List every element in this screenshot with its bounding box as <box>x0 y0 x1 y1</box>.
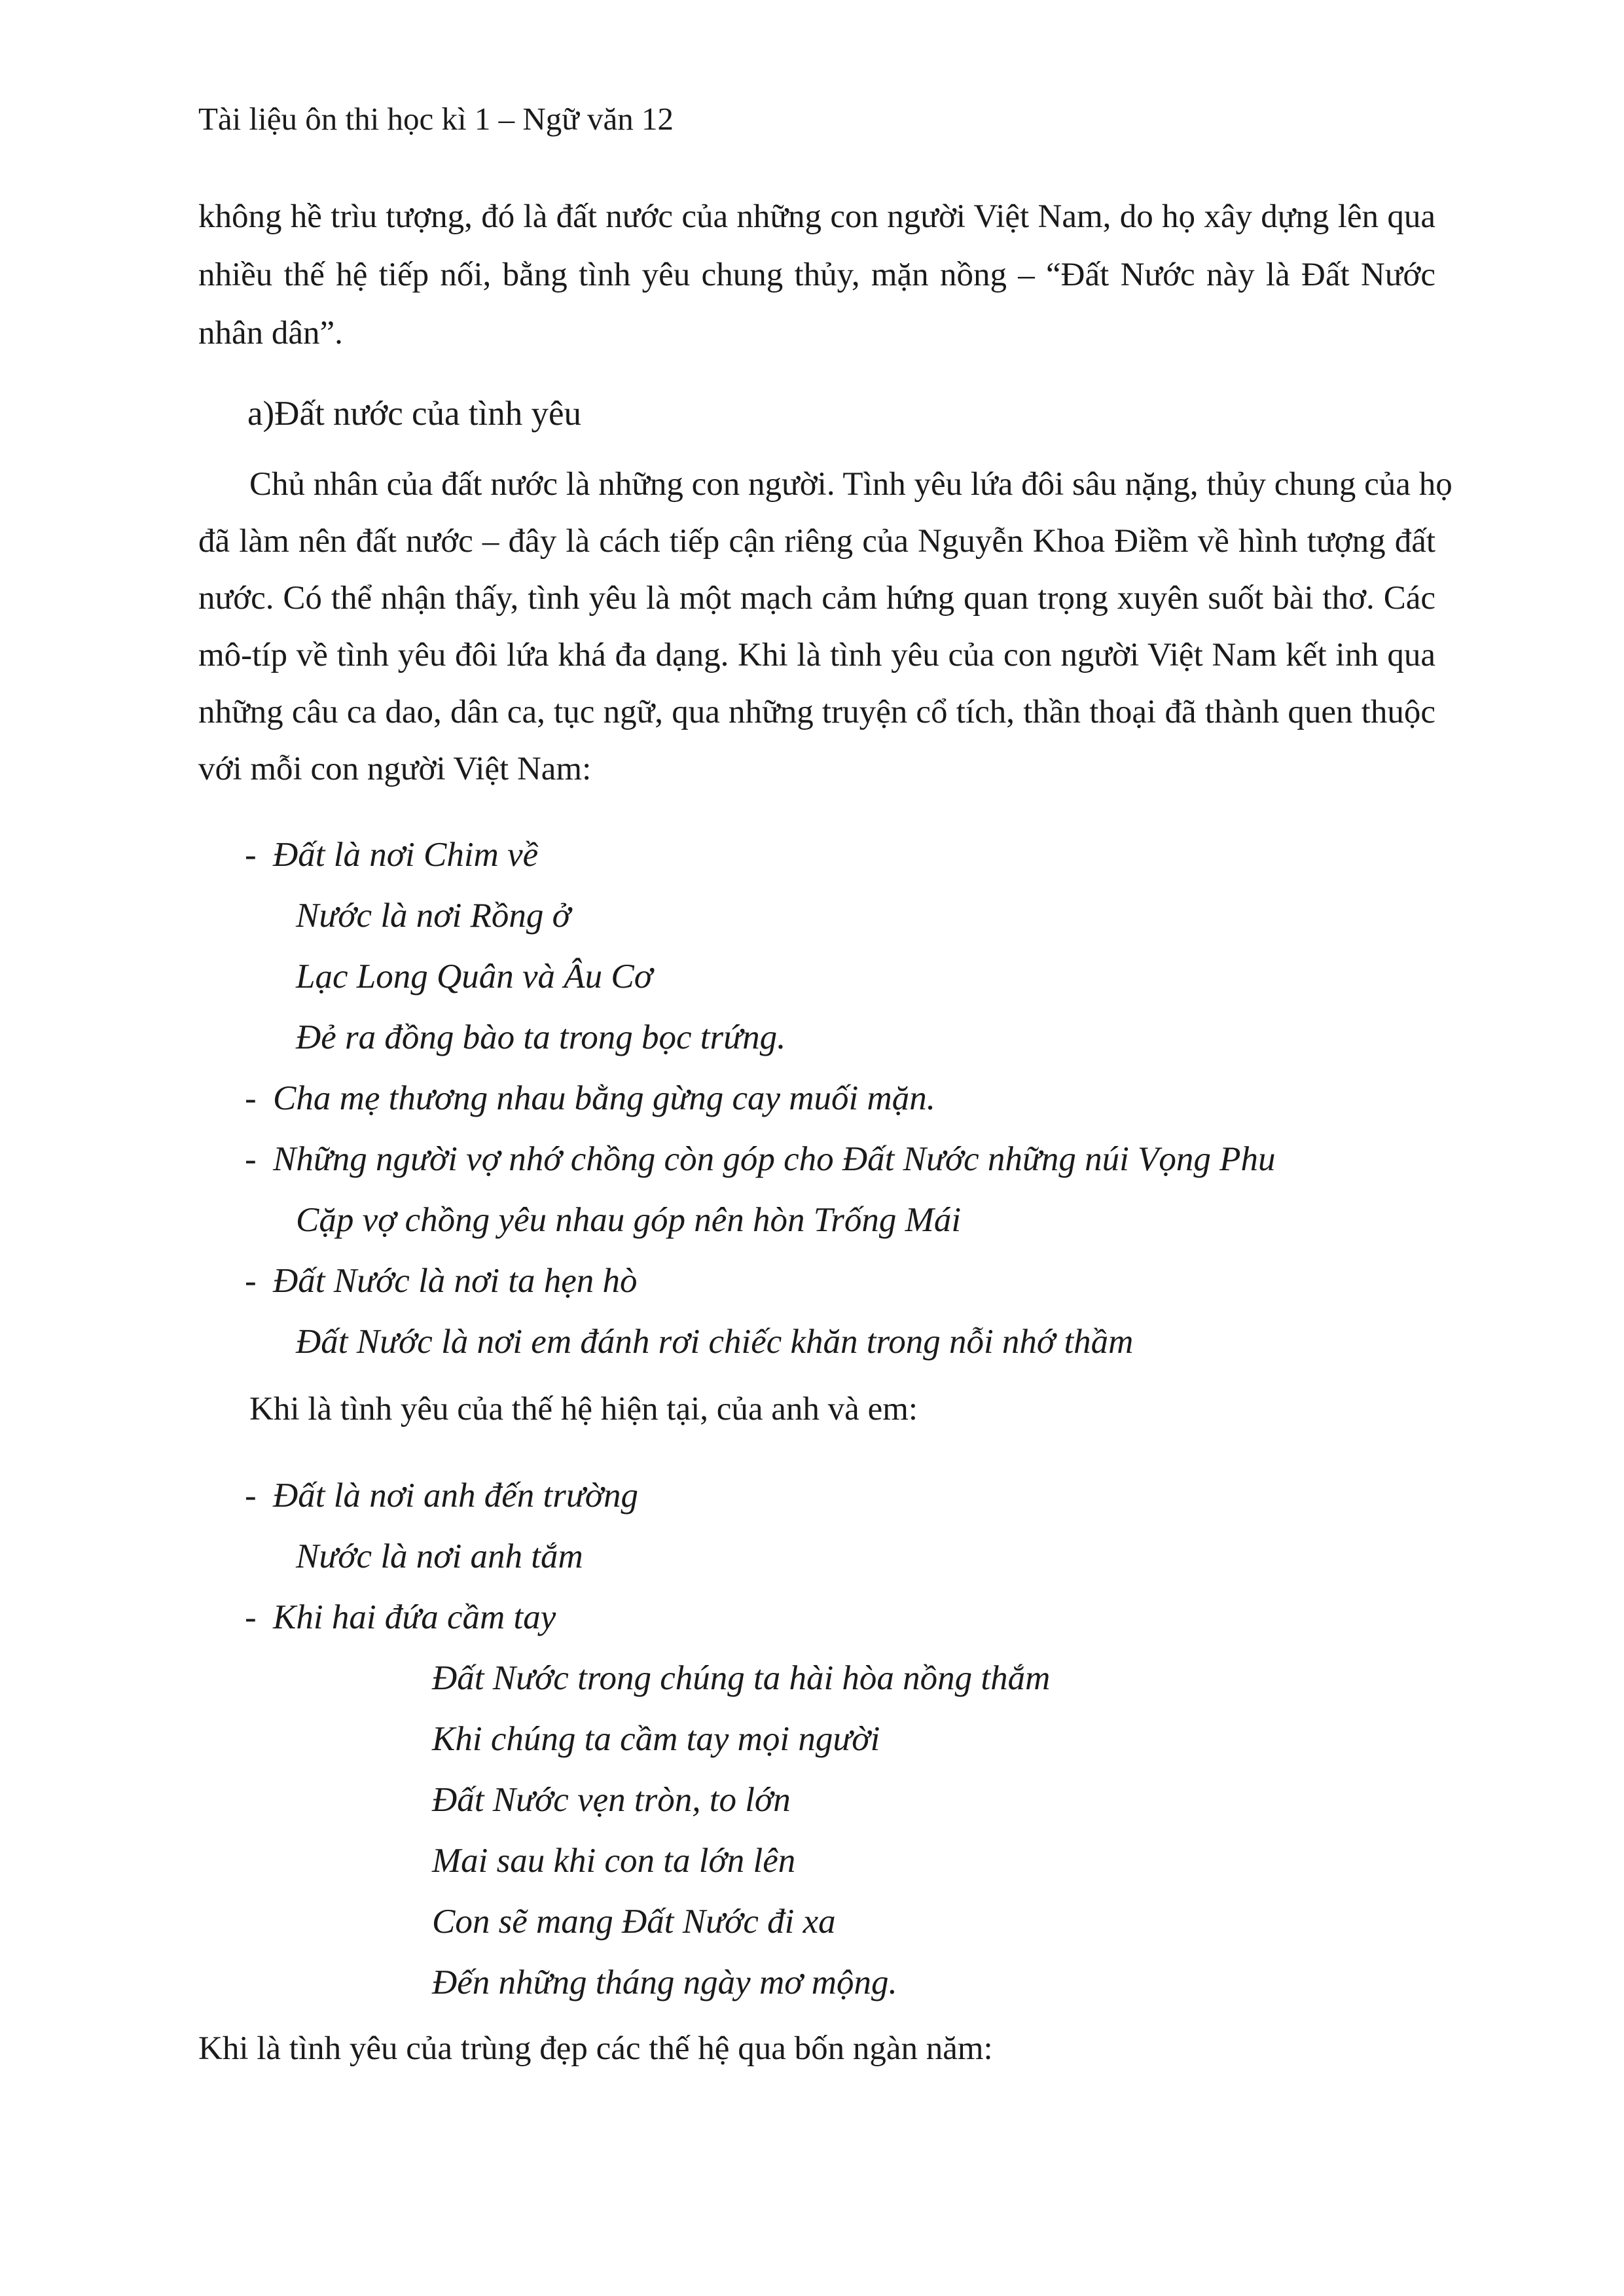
section-heading: a)Đất nước của tình yêu <box>247 395 581 433</box>
poem-dash: - <box>245 1140 257 1178</box>
poem-line: Cha mẹ thương nhau bằng gừng cay muối mặn. <box>273 1079 936 1117</box>
transition-line-1: Khi là tình yêu của thế hệ hiện tại, của anh và em: <box>249 1391 918 1427</box>
intro-line-1: không hề trìu tượng, đó là đất nước của những con người Việt Nam, do họ xây dựng lên qua <box>198 198 1435 235</box>
poem-line: Khi hai đứa cầm tay <box>273 1598 556 1636</box>
paragraph-line-6: với mỗi con người Việt Nam: <box>198 751 592 787</box>
intro-line-2: nhiều thế hệ tiếp nối, bằng tình yêu chung thủy, mặn nồng – “Đất Nước này là Đất Nước <box>198 257 1435 293</box>
transition-line-2: Khi là tình yêu của trùng đẹp các thế hệ qua bốn ngàn năm: <box>198 2030 993 2067</box>
poem-line: Đẻ ra đồng bào ta trong bọc trứng. <box>296 1018 786 1056</box>
poem-line: Khi chúng ta cầm tay mọi người <box>432 1720 880 1758</box>
poem-dash: - <box>245 1477 257 1515</box>
poem-line: Đất là nơi anh đến trường <box>273 1477 639 1515</box>
poem-line: Đất Nước vẹn tròn, to lớn <box>432 1781 791 1819</box>
intro-line-3: nhân dân”. <box>198 315 343 351</box>
poem-dash: - <box>245 836 257 874</box>
poem-dash: - <box>245 1079 257 1117</box>
poem-line: Cặp vợ chồng yêu nhau góp nên hòn Trống Mái <box>296 1201 962 1239</box>
paragraph-line-5: những câu ca dao, dân ca, tục ngữ, qua những truyện cổ tích, thần thoại đã thành quen thuộc <box>198 694 1435 730</box>
paragraph-line-4: mô-típ về tình yêu đôi lứa khá đa dạng. Khi là tình yêu của con người Việt Nam kết inh qua <box>198 637 1435 673</box>
paragraph-line-2: đã làm nên đất nước – đây là cách tiếp cận riêng của Nguyễn Khoa Điềm về hình tượng đất <box>198 523 1435 560</box>
poem-line: Mai sau khi con ta lớn lên <box>432 1842 796 1880</box>
poem-dash: - <box>245 1598 257 1636</box>
poem-line: Đất Nước là nơi em đánh rơi chiếc khăn trong nỗi nhớ thầm <box>296 1323 1134 1361</box>
paragraph-line-3: nước. Có thể nhận thấy, tình yêu là một mạch cảm hứng quan trọng xuyên suốt bài thơ. Các <box>198 580 1435 617</box>
poem-line: Những người vợ nhớ chồng còn góp cho Đất Nước những núi Vọng Phu <box>273 1140 1276 1178</box>
poem-line: Đất là nơi Chim về <box>273 836 539 874</box>
poem-line: Con sẽ mang Đất Nước đi xa <box>432 1903 836 1941</box>
page-header: Tài liệu ôn thi học kì 1 – Ngữ văn 12 <box>198 101 674 137</box>
paragraph-line-1: Chủ nhân của đất nước là những con người. Tình yêu lứa đôi sâu nặng, thủy chung của họ <box>249 466 1453 503</box>
poem-line: Đất Nước là nơi ta hẹn hò <box>273 1262 638 1300</box>
poem-line: Nước là nơi Rồng ở <box>296 897 571 935</box>
poem-line: Đến những tháng ngày mơ mộng. <box>432 1964 897 2001</box>
poem-line: Nước là nơi anh tắm <box>296 1537 583 1575</box>
poem-line: Đất Nước trong chúng ta hài hòa nồng thắm <box>432 1659 1051 1697</box>
poem-dash: - <box>245 1262 257 1300</box>
poem-line: Lạc Long Quân và Âu Cơ <box>296 958 653 996</box>
